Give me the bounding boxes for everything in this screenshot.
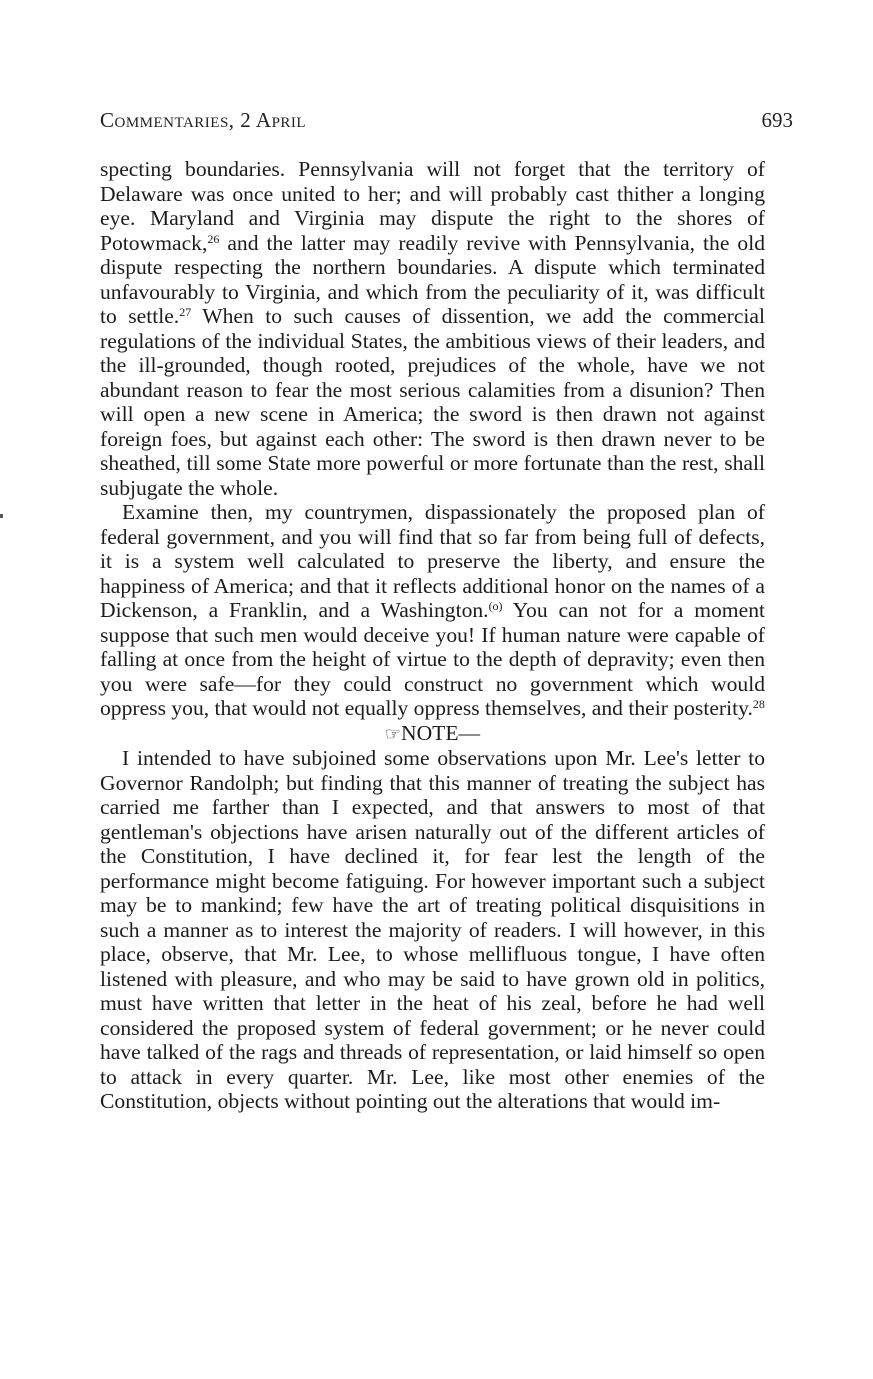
running-title: Commentaries, 2 April xyxy=(100,108,307,132)
note-heading-label: NOTE— xyxy=(400,720,481,745)
footnote-ref-26: 26 xyxy=(207,231,220,246)
footnote-ref-28: 28 xyxy=(752,697,765,711)
running-head xyxy=(100,108,793,138)
paragraph1-part3: When to such causes of dissention, we add the commercial regulations of the individual States, the ambitious views of their leaders, and the ill-grounded, though rooted, prejudices of the whole, have we not abundant reason to fear the most serious calamities from a disunion? Then will open a new scene in America; the sword is then drawn not against foreign foes, but against each other: The sword is then drawn never to be sheathed, till some State more powerful or more fortunate than the rest, shall subjugate the whole. xyxy=(100,304,765,500)
note-heading xyxy=(100,721,765,747)
pointing-hand-icon: ☞ xyxy=(384,723,401,744)
footnote-ref-o: (o) xyxy=(488,599,503,613)
footnote-ref-27: 27 xyxy=(179,305,192,319)
paragraph-examine xyxy=(100,500,765,721)
note-paragraph: I intended to have subjoined some observations upon Mr. Lee's letter to Governor Randolph; but finding that this manner of treating the subject has carried me farther than I expected, and that answers to most of that gentleman's objections have arisen naturally out of the different articles of the Constitution, I have declined it, for fear lest the length of the performance might become fatiguing. For however important such a subject may be to mankind; few have the art of treating political disquisitions in such a manner as to interest the majority of readers. I will however, in this place, observe, that Mr. Lee, to whose mellifluous tongue, I have often listened with pleasure, and who may be said to have grown old in politics, must have written that letter in the heat of his zeal, before he had well considered the proposed system of federal government; or he never could have talked of the rags and threads of representation, or laid himself so open to attack in every quarter. Mr. Lee, like most other enemies of the Constitution, objects without pointing out the alterations that would im- xyxy=(100,746,765,1113)
paragraph2-part2: You can not for a moment suppose that such men would deceive you! If human nature were capable of falling at once from the height of virtue to the depth of depravity; even then you were safe—for they could construct no government which would oppress you, that would not equally oppress themselves, and their posterity. xyxy=(100,598,765,720)
margin-mark xyxy=(0,514,3,518)
page-number: 693 xyxy=(761,108,793,132)
paragraph1-part1: specting boundaries. Pennsylvania will not forget that the territory of Delaware was once united to her; and will probably cast thither a longing eye. Maryland and Virginia may dispute the right to the shores of Potowmack, xyxy=(100,157,765,255)
paragraph-continuation xyxy=(100,157,765,500)
body-text xyxy=(100,157,765,1114)
paragraph1-part2: and the latter may readily revive with Pennsylvania, the old dispute respecting the northern boundaries. A dispute which terminated unfavourably to Virginia, and which from the peculiarity of it, was difficult to settle. xyxy=(100,230,765,328)
paragraph2-part1: Examine then, my countrymen, dispassionately the proposed plan of federal government, and you will find that so far from being full of defects, it is a system well calculated to preserve the liberty, and ensure the happiness of America; and that it reflects additional honor on the names of a Dickenson, a Franklin, and a Washington. xyxy=(100,500,765,622)
